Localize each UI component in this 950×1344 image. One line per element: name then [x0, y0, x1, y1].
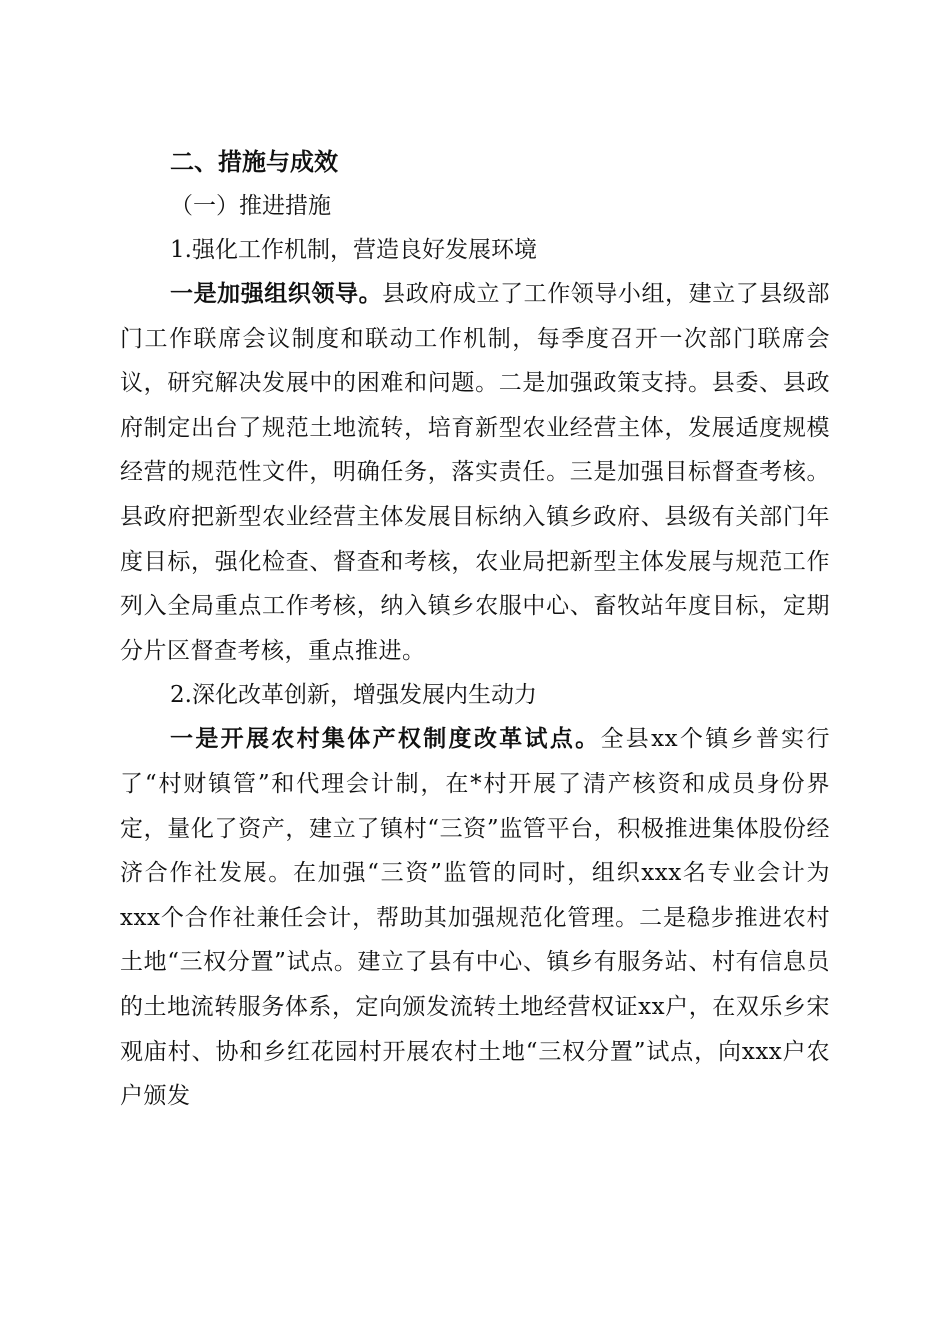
document-body: [120, 140, 830, 1119]
subsection-title: （一）推进措施: [170, 193, 331, 219]
item2-body: 全县xx个镇乡普实行了“村财镇管”和代理会计制，在*村开展了清产核资和成员身份界定，量化了资产，建立了镇村“三资”监管平台，积极推进集体股份经济合作社发展。在加强“三资”监管的同时，组织xxx名专业会计为xxx个合作社兼任会计，帮助其加强规范化管理。二是稳步推进农村土地“三权分置”试点。建立了县有中心、镇乡有服务站、村有信息员的土地流转服务体系，定向颁发流转土地经营权证xx户，在双乐乡宋观庙村、协和乡红花园村开展农村土地“三权分置”试点，向xxx户农户颁发: [120, 726, 831, 1110]
item1-heading: 1.强化工作机制，营造良好发展环境: [170, 237, 537, 263]
item1-paragraph: [120, 272, 830, 673]
item2-heading: 2.深化改革创新，增强发展内生动力: [170, 682, 537, 709]
section-title: 二、措施与成效: [170, 148, 338, 176]
item2-paragraph: [120, 717, 830, 1118]
item1-lead: 一是加强组织领导。: [170, 280, 383, 307]
item1-body: 县政府成立了工作领导小组，建立了县级部门工作联席会议制度和联动工作机制，每季度召开一次部门联席会议，研究解决发展中的困难和问题。二是加强政策支持。县委、县政府制定出台了规范土地流转，培育新型农业经营主体，发展适度规模经营的规范性文件，明确任务，落实责任。三是加强目标督查考核。县政府把新型农业经营主体发展目标纳入镇乡政府、县级有关部门年度目标，强化检查、督查和考核，农业局把新型主体发展与规范工作列入全局重点工作考核，纳入镇乡农服中心、畜牧站年度目标，定期分片区督查考核，重点推进。: [120, 281, 831, 664]
item2-lead: 一是开展农村集体产权制度改革试点。: [170, 725, 601, 753]
